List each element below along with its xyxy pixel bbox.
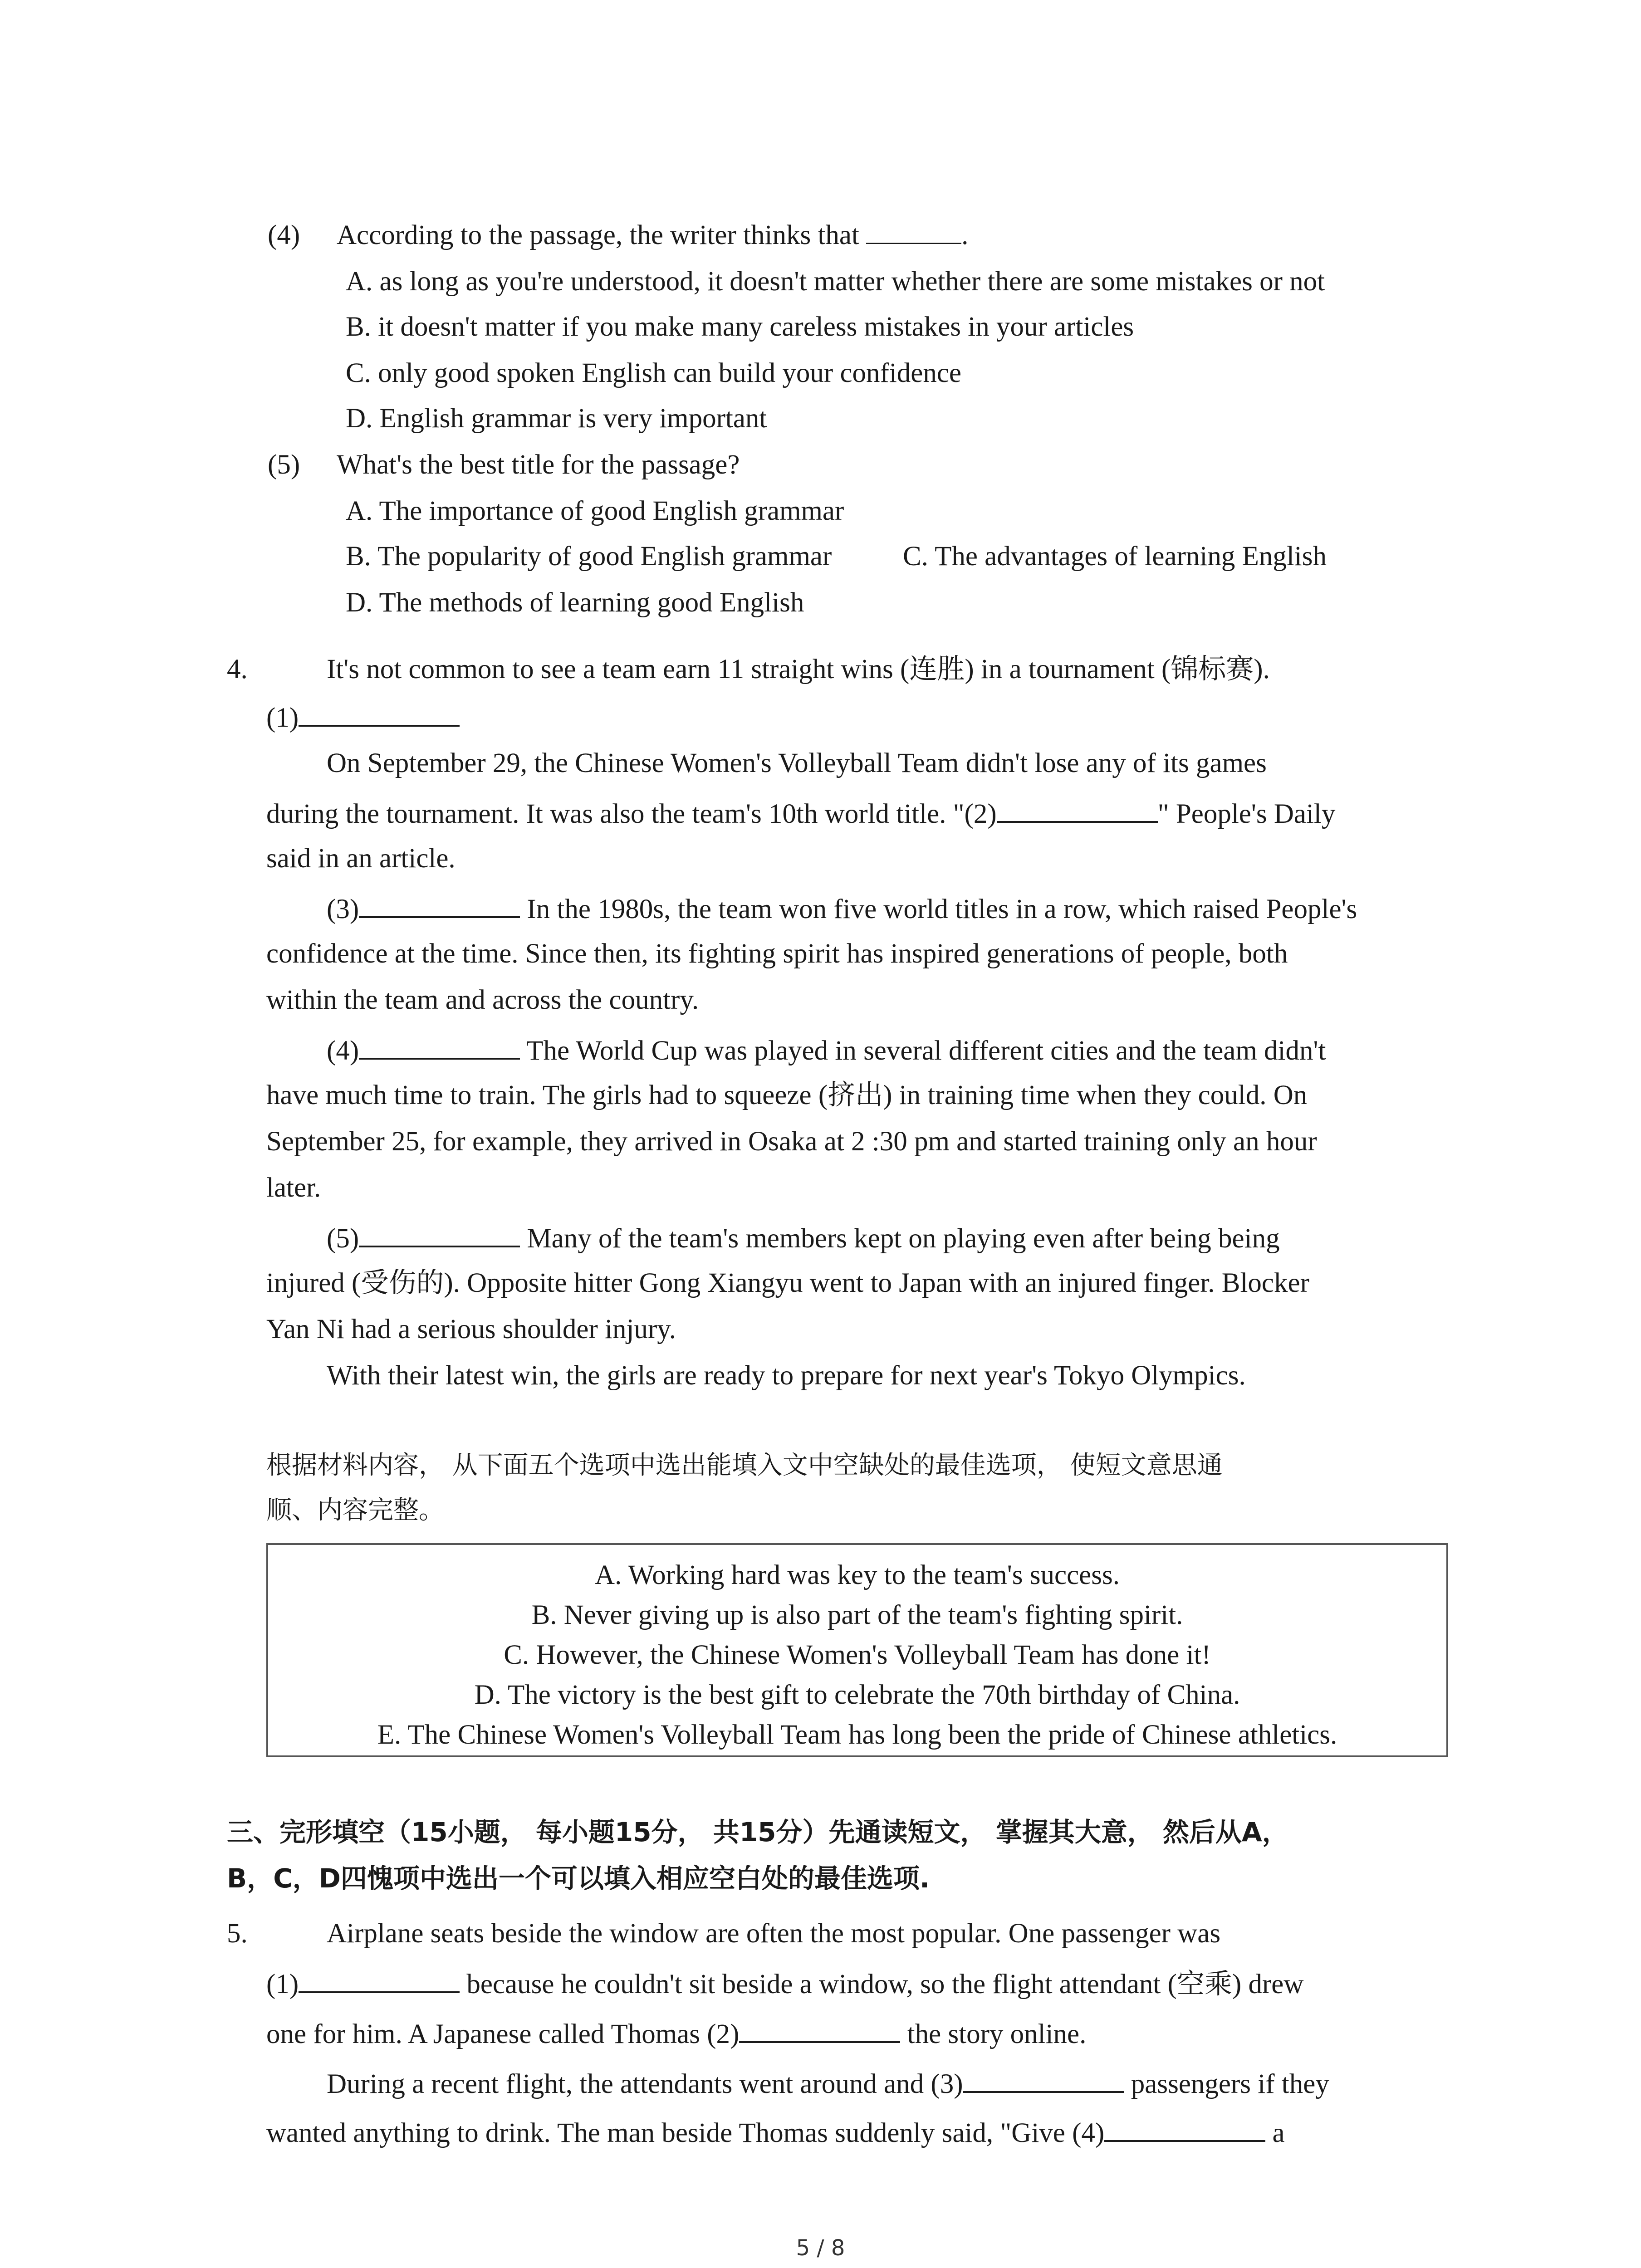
q5-number: 5.	[227, 1918, 248, 1949]
page-number: 5 / 8	[796, 2235, 845, 2261]
q5-line-1: Airplane seats beside the window are often the most popular. One passenger was	[327, 1918, 1221, 1949]
q4-paragraph-2-line-3: within the team and across the country.	[266, 985, 699, 1015]
q4-paragraph-4-line-2: injured (受伤的). Opposite hitter Gong Xiangyu went to Japan with an injured finger. Blocker	[266, 1268, 1309, 1298]
q4-option-e: E. The Chinese Women's Volleyball Team has long been the pride of Chinese athletics.	[377, 1720, 1337, 1750]
q5-line-3: one for him. A Japanese called Thomas (2) the story online.	[266, 2019, 1087, 2049]
section-3-heading-line-1: 三、完形填空（15小题， 每小题15分， 共15分）先通读短文， 掌握其大意， 然后从A，	[227, 1817, 1288, 1848]
q4-number: 4.	[227, 654, 248, 684]
q4-instruction-line-2: 顺、内容完整。	[266, 1496, 444, 1525]
q3-4-option-d: D. English grammar is very important	[346, 403, 767, 434]
q3-4-stem: According to the passage, the writer thinks that .	[337, 220, 969, 250]
q4-paragraph-3-line-3: September 25, for example, they arrived in Osaka at 2 :30 pm and started training only an hour	[266, 1126, 1317, 1157]
q4-paragraph-1-line-3: said in an article.	[266, 843, 456, 874]
q5-line-4: During a recent flight, the attendants went around and (3) passengers if they	[327, 2069, 1329, 2099]
q4-blank-1: (1)	[266, 702, 460, 732]
q3-4-option-c: C. only good spoken English can build your confidence	[346, 358, 962, 388]
q4-paragraph-4-line-3: Yan Ni had a serious shoulder injury.	[266, 1314, 676, 1344]
q3-4-option-b: B. it doesn't matter if you make many careless mistakes in your articles	[346, 312, 1134, 342]
q3-5-number: (5)	[268, 450, 300, 480]
q4-instruction-line-1: 根据材料内容， 从下面五个选项中选出能填入文中空缺处的最佳选项， 使短文意思通	[266, 1451, 1223, 1480]
q3-5-option-b: B. The popularity of good English grammar	[346, 541, 832, 572]
q3-4-option-a: A. as long as you're understood, it doesn't matter whether there are some mistakes or not	[346, 266, 1325, 297]
q4-options-box	[266, 1543, 1448, 1757]
q4-paragraph-2-line-2: confidence at the time. Since then, its fighting spirit has inspired generations of people, both	[266, 938, 1288, 969]
q3-5-option-a: A. The importance of good English grammar	[346, 496, 844, 526]
q3-5-option-d: D. The methods of learning good English	[346, 587, 804, 618]
q4-paragraph-3-line-4: later.	[266, 1173, 321, 1203]
q5-line-2: (1) because he couldn't sit beside a window, so the flight attendant (空乘) drew	[266, 1969, 1304, 1999]
q3-4-number: (4)	[268, 220, 300, 250]
q4-paragraph-4-line-1: (5) Many of the team's members kept on playing even after being being	[327, 1223, 1280, 1254]
q4-option-c: C. However, the Chinese Women's Volleyball Team has done it!	[504, 1640, 1211, 1670]
q4-intro: It's not common to see a team earn 11 straight wins (连胜) in a tournament (锦标赛).	[327, 654, 1270, 684]
q4-paragraph-1-line-1: On September 29, the Chinese Women's Volleyball Team didn't lose any of its games	[327, 748, 1267, 778]
q3-5-stem: What's the best title for the passage?	[337, 450, 740, 480]
q5-line-5: wanted anything to drink. The man beside Thomas suddenly said, "Give (4) a	[266, 2118, 1285, 2148]
q4-option-d: D. The victory is the best gift to celebrate the 70th birthday of China.	[474, 1680, 1240, 1710]
q4-paragraph-3-line-1: (4) The World Cup was played in several different cities and the team didn't	[327, 1036, 1326, 1066]
q4-paragraph-2-line-1: (3) In the 1980s, the team won five world titles in a row, which raised People's	[327, 894, 1357, 924]
q4-option-b: B. Never giving up is also part of the team's fighting spirit.	[531, 1600, 1183, 1630]
q4-paragraph-5: With their latest win, the girls are ready to prepare for next year's Tokyo Olympics.	[327, 1360, 1246, 1391]
q4-paragraph-3-line-2: have much time to train. The girls had to squeeze (挤出) in training time when they could. On	[266, 1080, 1308, 1110]
q4-option-a: A. Working hard was key to the team's success.	[595, 1560, 1120, 1590]
section-3-heading-line-2: B，C，D四愧项中选出一个可以填入相应空白处的最佳选项.	[227, 1863, 930, 1894]
q4-paragraph-1-line-2: during the tournament. It was also the team's 10th world title. "(2) " People's Daily	[266, 799, 1336, 829]
q3-5-option-c: C. The advantages of learning English	[903, 541, 1327, 572]
